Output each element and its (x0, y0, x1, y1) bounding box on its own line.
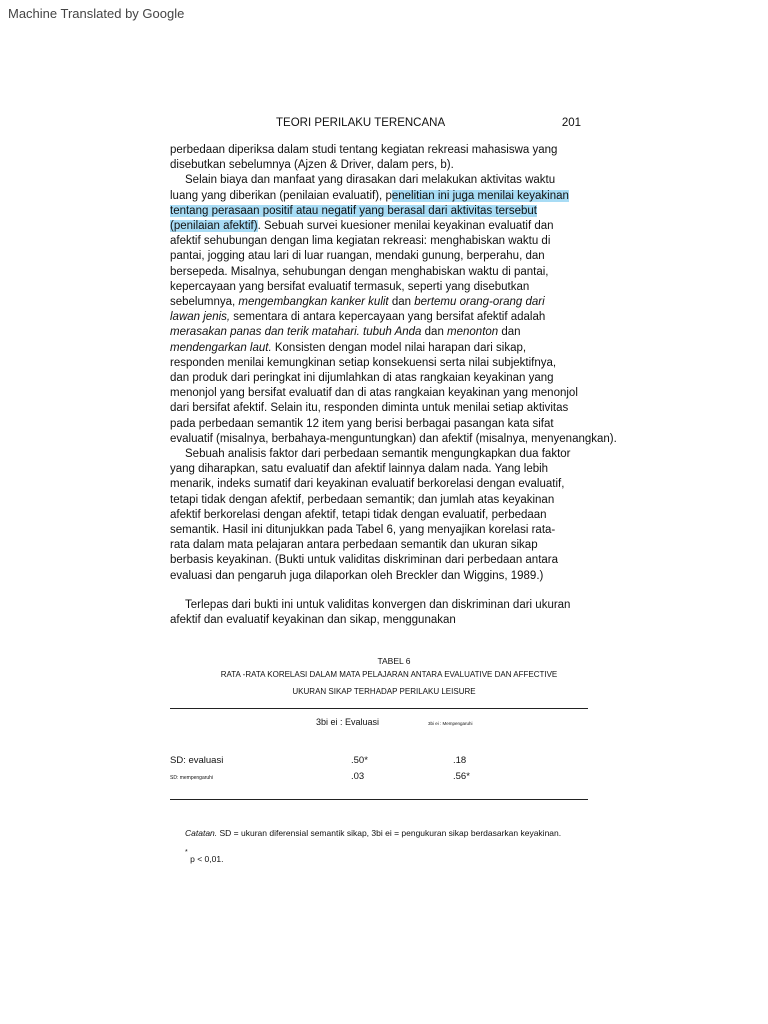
text-line: merasakan panas dan terik matahari. tubuh Anda dan menonton dan (170, 326, 521, 339)
text-line: menonjol yang bersifat evaluatif dan di atas rangkaian keyakinan yang menonjol (170, 387, 578, 400)
text-line: pantai, jogging atau lari di luar ruangan, mendaki gunung, berperahu, dan (170, 250, 545, 263)
text-line: (penilaian afektif). Sebuah survei kuesioner menilai keyakinan evaluatif dan (170, 220, 554, 233)
table-cell: .50* (351, 755, 368, 766)
text-line: berbasis keyakinan. (Bukti untuk validitas diskriminan dari perbedaan antara (170, 554, 559, 567)
text-line: disebutkan sebelumnya (Ajzen & Driver, dalam pers, b). (170, 159, 454, 172)
text-line: afektif sehubungan dengan lima kegiatan rekreasi: menghabiskan waktu di (170, 235, 551, 248)
text-line: pada perbedaan semantik 12 item yang berisi berbagai pasangan kata sifat (170, 417, 554, 430)
text-line: responden menilai kemungkinan setiap konsekuensi serta nilai subjektifnya, (170, 356, 557, 369)
text-line: menarik, indeks sumatif dari keyakinan evaluatif berkorelasi dengan evaluatif, (170, 478, 565, 491)
column-header-evaluasi: 3bi ei : Evaluasi (316, 717, 380, 727)
text-line: dari bersifat afektif. Selain itu, responden diminta untuk menilai setiap aktivitas (170, 402, 569, 415)
significance-note: * p < 0,01. (185, 849, 224, 864)
table-number: TABEL 6 (377, 656, 411, 666)
text-line: tetapi tidak dengan afektif, perbedaan semantik; dan jumlah atas keyakinan (170, 493, 555, 506)
table-subtitle: UKURAN SIKAP TERHADAP PERILAKU LEISURE (292, 687, 476, 696)
table-6 (170, 656, 588, 800)
text-line: afektif dan evaluatif keyakinan dan sikap, menggunakan (170, 614, 456, 627)
table-note: Catatan. SD = ukuran diferensial semantik sikap, 3bi ei = pengukuran sikap berdasarkan keyakinan. (185, 828, 562, 838)
running-head-title: TEORI PERILAKU TERENCANA (276, 117, 446, 129)
table-cell: .03 (351, 771, 365, 782)
row-label: SD: evaluasi (170, 755, 224, 766)
body-text (170, 143, 650, 628)
column-header-mempengaruhi: 3bi ei : Mempengaruhi (428, 721, 473, 726)
text-line: perbedaan diperiksa dalam studi tentang kegiatan rekreasi mahasiswa yang (170, 144, 558, 156)
text-line: kepercayaan yang bersifat evaluatif termasuk, seperti yang disebutkan (170, 280, 530, 293)
text-line: dan produk dari peringkat ini dijumlahkan di atas rangkaian keyakinan yang (170, 372, 554, 385)
text-line: evaluasi dan pengaruh juga dilaporkan oleh Breckler dan Wiggins, 1989.) (170, 569, 544, 582)
text-line: rata dalam mata pelajaran antara perbedaan semantik dan ukuran sikap (170, 539, 538, 552)
table-cell: .18 (453, 755, 467, 766)
highlighted-text[interactable]: tentang perasaan positif atau negatif yang berasal dari aktivitas tersebut (170, 204, 537, 217)
text-line: luang yang diberikan (penilaian evaluatif), penelitian ini juga menilai keyakinan (170, 189, 569, 202)
table-rule-bottom (170, 799, 588, 800)
text-line: afektif berkorelasi dengan afektif, tetapi tidak dengan evaluatif, perbedaan (170, 508, 547, 521)
translation-banner: Machine Translated by Google (8, 6, 185, 21)
table-cell: .56* (453, 771, 470, 782)
highlighted-text[interactable]: enelitian ini juga menilai keyakinan (391, 189, 569, 202)
text-line: Selain biaya dan manfaat yang dirasakan dari melakukan aktivitas waktu (185, 174, 556, 187)
text-line: bersepeda. Misalnya, sehubungan dengan menghabiskan waktu di pantai, (170, 265, 549, 278)
text-line: yang diharapkan, satu evaluatif dan afektif lainnya dalam nada. Yang lebih (170, 463, 549, 476)
text-line: evaluatif (misalnya, berbahaya-menguntungkan) dan afektif (misalnya, menyenangkan). (170, 432, 617, 445)
text-line: lawan jenis, sementara di antara kepercayaan yang bersifat afektif adalah (170, 311, 546, 324)
highlighted-text[interactable]: (penilaian afektif) (170, 220, 258, 233)
text-line: sebelumnya, mengembangkan kanker kulit dan bertemu orang-orang dari (170, 296, 545, 309)
row-label: SD: mempengaruhi (170, 775, 214, 781)
text-line: mendengarkan laut. Konsisten dengan model nilai harapan dari sikap, (170, 341, 527, 354)
table-body (170, 753, 588, 799)
text-line: semantik. Hasil ini ditunjukkan pada Tabel 6, yang menyajikan korelasi rata- (170, 524, 556, 537)
text-line: Sebuah analisis faktor dari perbedaan semantik mengungkapkan dua faktor (185, 448, 571, 461)
table-header (170, 709, 588, 753)
table-title: RATA -RATA KORELASI DALAM MATA PELAJARAN ANTARA EVALUATIVE DAN AFFECTIVE (220, 670, 558, 679)
text-line: Terlepas dari bukti ini untuk validitas konvergen dan diskriminan dari ukuran (185, 598, 571, 611)
page-number: 201 (561, 117, 581, 129)
text-line (170, 204, 650, 219)
